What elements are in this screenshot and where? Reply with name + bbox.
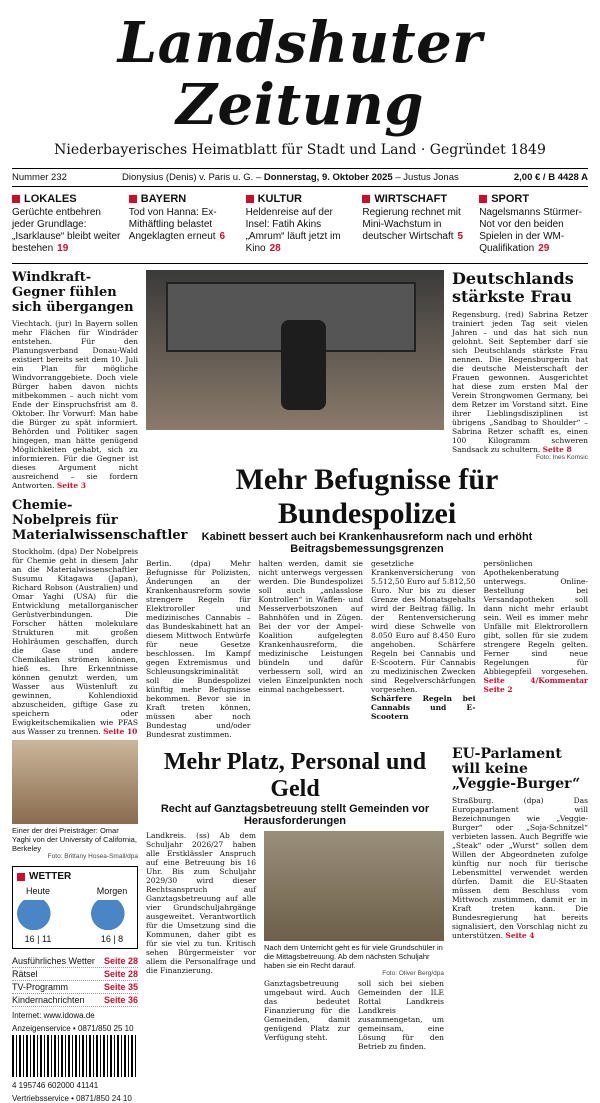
newspaper-title: Landshuter Zeitung — [117, 10, 483, 138]
school-photo — [264, 831, 444, 941]
rain-cloud-icon — [91, 900, 133, 930]
nobel-body: Stockholm. (dpa) Der Nobelpreis für Chemie geht in diesem Jahr an die Materialwissenschaftler Susumu Kitagawa (Japan), Richard Robson (Australien) und Omar Yaghi (USA) für die Entwicklung metallorganischer Gerüstverbindungen. Die Forscher hätten molekulare Strukturen mit großen Hohlräumen geschaffen, durch die Gase und andere Chemikalien strömen können, hieß es. Ihre Erkenntnisse können genutzt werden, um Wasser aus Wüstenluft zu gewinnen, Kohlendioxid abzuscheiden, giftige Gase zu speichern oder Ewigkeitschemikalien wie PFAS aus Wasser zu trennen. Seite 10 — [12, 547, 138, 736]
section-marker-icon — [129, 195, 137, 203]
nobel-portrait — [12, 740, 138, 824]
index-item[interactable]: TV-Programm Seite 35 — [12, 982, 138, 992]
teaser-kultur[interactable]: KULTUR Heldenreise auf der Insel: Fatih Akins „Amrum“ läuft jetzt im Kino 28 — [245, 193, 341, 254]
issue-price: 2,00 € / B 4428 A — [513, 172, 588, 183]
section-teasers — [12, 193, 588, 255]
section-marker-icon — [479, 195, 487, 203]
rain-cloud-icon — [17, 900, 59, 930]
weather-tomorrow: Morgen 16 | 8 — [91, 886, 133, 944]
newspaper-tagline: Niederbayerisches Heimatblatt für Stadt und Land · Gegründet 1849 — [54, 142, 546, 158]
strongwoman-credit: Foto: Ines Komsic — [535, 454, 588, 461]
main-content — [12, 270, 588, 1103]
teaser-bayern[interactable]: BAYERN Tod von Hanna: Ex-Mithäftling belastet Angeklagten erneut 6 — [128, 193, 226, 242]
issue-number: Nummer 232 — [12, 172, 67, 183]
lead-col-4: persönlichen Apothekenberatung unterwegs. Online-Bestellung bei Versandapotheken soll dann nicht mehr erlaubt sein. Weil es immer mehr Unfälle mit Elektrorollern gibt, sollen für sie zudem strengere Regeln gelten. Ferner sind neue Regelungen für Abbiegepfeil vorgesehen. Seite 4/Kommentar Seite 2 — [483, 559, 588, 694]
strongwoman-title: Deutschlands stärkste Frau — [452, 269, 574, 306]
second-col-1: Landkreis. (ss) Ab dem Schuljahr 2026/27 haben alle Erstklässler Anspruch auf eine Betreuung bis 16 Uhr. Bis zum Schuljahr 2029/30 wird dieser Rechtsanspruch auf Ganztagsbetreuung auf alle vier Grundschuljahrgänge ausgeweitet. Verantwortlich für die Umsetzung sind die Kommunen, daher gibt es für sie viel zu tun. Kritisch sehen Bürgermeister vor allem die Personalfrage und die Finanzierung. — [146, 831, 256, 975]
anzeigen-service: Anzeigenservice • 0871/850 25 10 — [12, 1024, 134, 1033]
teaser-lokales[interactable]: LOKALES Gerüchte entbehren jeder Grundlage: „Isarklause“ bleibt weiter bestehen 19 — [12, 193, 121, 254]
lead-col-2: halten werden, damit sie nicht unterwegs vergessen werden. Die Bundespolizei soll auch „anlasslose Kontrollen“ in Waffen- und Messerverbotszonen auf Bahnhöfen und in Zügen. Bei der vor der Ampel-Koalition aufgelegten Krankenhausreform, die medizinische Leistungen bündeln und dafür verbessern soll, wird an vielen Einzelpunkten noch einmal nachgebessert. — [258, 559, 363, 694]
lead-headline: Mehr Befugnisse für Bundespolizei — [235, 463, 499, 530]
left-column — [12, 270, 188, 1103]
index-item[interactable]: Kindernachrichten Seite 36 — [12, 995, 138, 1005]
vertrieb-service: Vertriebsservice • 0871/850 24 10 — [12, 1094, 132, 1103]
section-marker-icon — [246, 195, 254, 203]
second-subhead: Recht auf Ganztagsbetreuung stellt Gemeinden vor Herausforderungen — [160, 803, 430, 827]
barcode-number: 4 195746 602000 41141 — [12, 1081, 99, 1090]
second-col-2: Ganztagsbetreuung umgebaut wird. Auch das bedeutet Finanzierung für die Gemeinden, damit genügend Platz zur Verfügung steht. — [264, 979, 350, 1042]
second-headline: Mehr Platz, Personal und Geld — [163, 749, 427, 802]
weather-box: WETTER Heute 16 | 11 Morgen 16 | 8 — [12, 866, 138, 949]
nobel-title: Chemie-Nobelpreis für Materialwissenschaftler — [12, 498, 188, 543]
index-item[interactable]: Ausführliches Wetter Seite 28 — [12, 956, 138, 966]
school-photo-credit: Foto: Oliver Berg/dpa — [382, 970, 444, 977]
strongwoman-body: Regensburg. (red) Sabrina Retzer trainiert jeden Tag seit vielen Jahren – und das hat sich nun gelohnt. Seit September darf sie sich Deutschlands stärkste Frau nennen. Die Regensburgerin hat die deutsche Meisterschaft der Frauen gewonnen. Ausgerichtet hat diese zum ersten Mal der Verein Strongwomen Germany, bei dem Retzer im Vorstand sitzt. Eine ihrer Lieblingsdisziplinen ist übrigens „Sandbag to Shoulder“ – Sabrina Retzer schafft es, einen 100 Kilogramm schweren Sandsack zu schultern. Seite 8 — [452, 310, 588, 454]
lead-photo — [146, 270, 444, 430]
windkraft-title: Windkraft-Gegner fühlen sich übergangen — [12, 270, 134, 315]
section-marker-icon — [17, 873, 25, 881]
index-list — [12, 955, 138, 1007]
school-photo-caption: Nach dem Unterricht geht es für viele Grundschüler in die Mittagsbetreuung. Ab dem nächsten Schuljahr haben sie ein Recht darauf. — [264, 943, 443, 970]
center-column — [146, 270, 588, 1103]
teaser-wirtschaft[interactable]: WIRTSCHAFT Regierung rechnet mit Mini-Wachstum in deutscher Wirtschaft 5 — [362, 193, 464, 242]
teaser-sport[interactable]: SPORT Nagelsmanns Stürmer-Not vor den beiden Spielen in der WM-Qualifikation 29 — [479, 193, 582, 254]
section-marker-icon — [362, 195, 370, 203]
internet-link[interactable]: Internet: www.idowa.de — [12, 1011, 95, 1020]
masthead — [12, 0, 588, 158]
second-col-3: soll sich bei sieben Gemeinden der ILE Rottal Landkreis Landkreis zusammengetan, um gemeinsam, eine Lösung für den Betrieb zu finden. — [358, 979, 444, 1051]
lead-article — [146, 559, 588, 739]
lead-col-1: Berlin. (dpa) Mehr Befugnisse für Polizisten, Änderungen an der Krankenhausreform sowie strengere Regeln für Elektroroller und medizinisches Cannabis – das Bundeskabinett hat an diesem Mittwoch Entwürfe für neue Gesetze beschlossen. Im Kampf gegen Extremismus und Schleusungskriminalität soll die Bundespolizei künftig mehr Befugnisse bekommen. Bevor sie in Kraft treten können, müssen aber noch Bundestag und/oder Bundesrat zustimmen. — [146, 559, 251, 739]
lead-subhead: Kabinett bessert auch bei Krankenhausreform nach und erhöht Beitragsbemessungsgrenzen — [201, 531, 533, 555]
index-item[interactable]: Rätsel Seite 28 — [12, 969, 138, 979]
athlete — [281, 320, 326, 410]
lead-col-3: gesetzliche Krankenversicherung von 5.512,50 Euro auf 5.812,50 Euro. Nur bis zu dieser Grenze des Monatsgehalts wird der Beitrag fällig. In der Rentenversicherung wird diese Schwelle von 8.050 Euro auf 8.450 Euro angehoben. Schärfere Regeln bei Cannabis und E-Scootern. Für Cannabis zu medizinischen Zwecken sind Regelverschärfungen vorgesehen. Schärfere Regeln bei Cannabis und E-Scootern — [371, 559, 476, 721]
barcode — [12, 1035, 138, 1077]
veggie-body: Straßburg. (dpa) Das Europaparlament will Bezeichnungen wie „Veggie-Burger“ oder „Soja-Schnitzel“ verbieten lassen. Auch Begriffe wie „Steak“ oder „Wurst“ sollen dem Willen der Abgeordneten zufolge künftig nur noch für tierische Lebensmittel verwendet werden dürfen. Damit die EU-Staaten müssen dem Beschluss vom Mittwoch zustimmen, damit er in Kraft treten kann. Die Bundesregierung hat bereits signalisiert, den Vorschlag nicht zu unterstützen. Seite 4 — [452, 796, 588, 940]
veggie-title: EU-Parlament will keine „Veggie-Burger“ — [452, 746, 581, 792]
portrait-caption: Einer der drei Preisträger: Omar Yaghi von der University of California, Berkeley — [12, 826, 137, 853]
section-marker-icon — [12, 195, 20, 203]
issue-saints: Dionysius (Denis) v. Paris u. G. – Donnerstag, 9. Oktober 2025 – Justus Jonas — [122, 172, 459, 183]
windkraft-body: Viechtach. (jur) In Bayern sollen mehr Flächen für Windräder entstehen. Für den Planungsverband Donau-Wald existiert bereits seit dem 10. Juli ein Plan für mögliche Windvorranggebiete. Doch viele Bürger haben davon nichts mitbekommen – auch nicht vom Ende der Einspruchsfrist am 8. Oktober. Ihr Vorwurf: Man habe die Bürger zu spät informiert. Behörden und Politiker sagen hingegen, man hätte genügend Möglichkeiten gehabt, sich zu informieren. Für die Gegner ist dieses Argument nicht ausreichend – sie fordern Antworten. Seite 3 — [12, 319, 138, 490]
weather-today: Heute 16 | 11 — [17, 886, 59, 944]
strongwoman-story — [452, 270, 588, 461]
veggie-story — [452, 747, 588, 1051]
issue-bar — [12, 168, 588, 187]
divider — [12, 263, 588, 264]
portrait-credit: Foto: Brittany Hosea-Small/dpa — [47, 853, 138, 860]
